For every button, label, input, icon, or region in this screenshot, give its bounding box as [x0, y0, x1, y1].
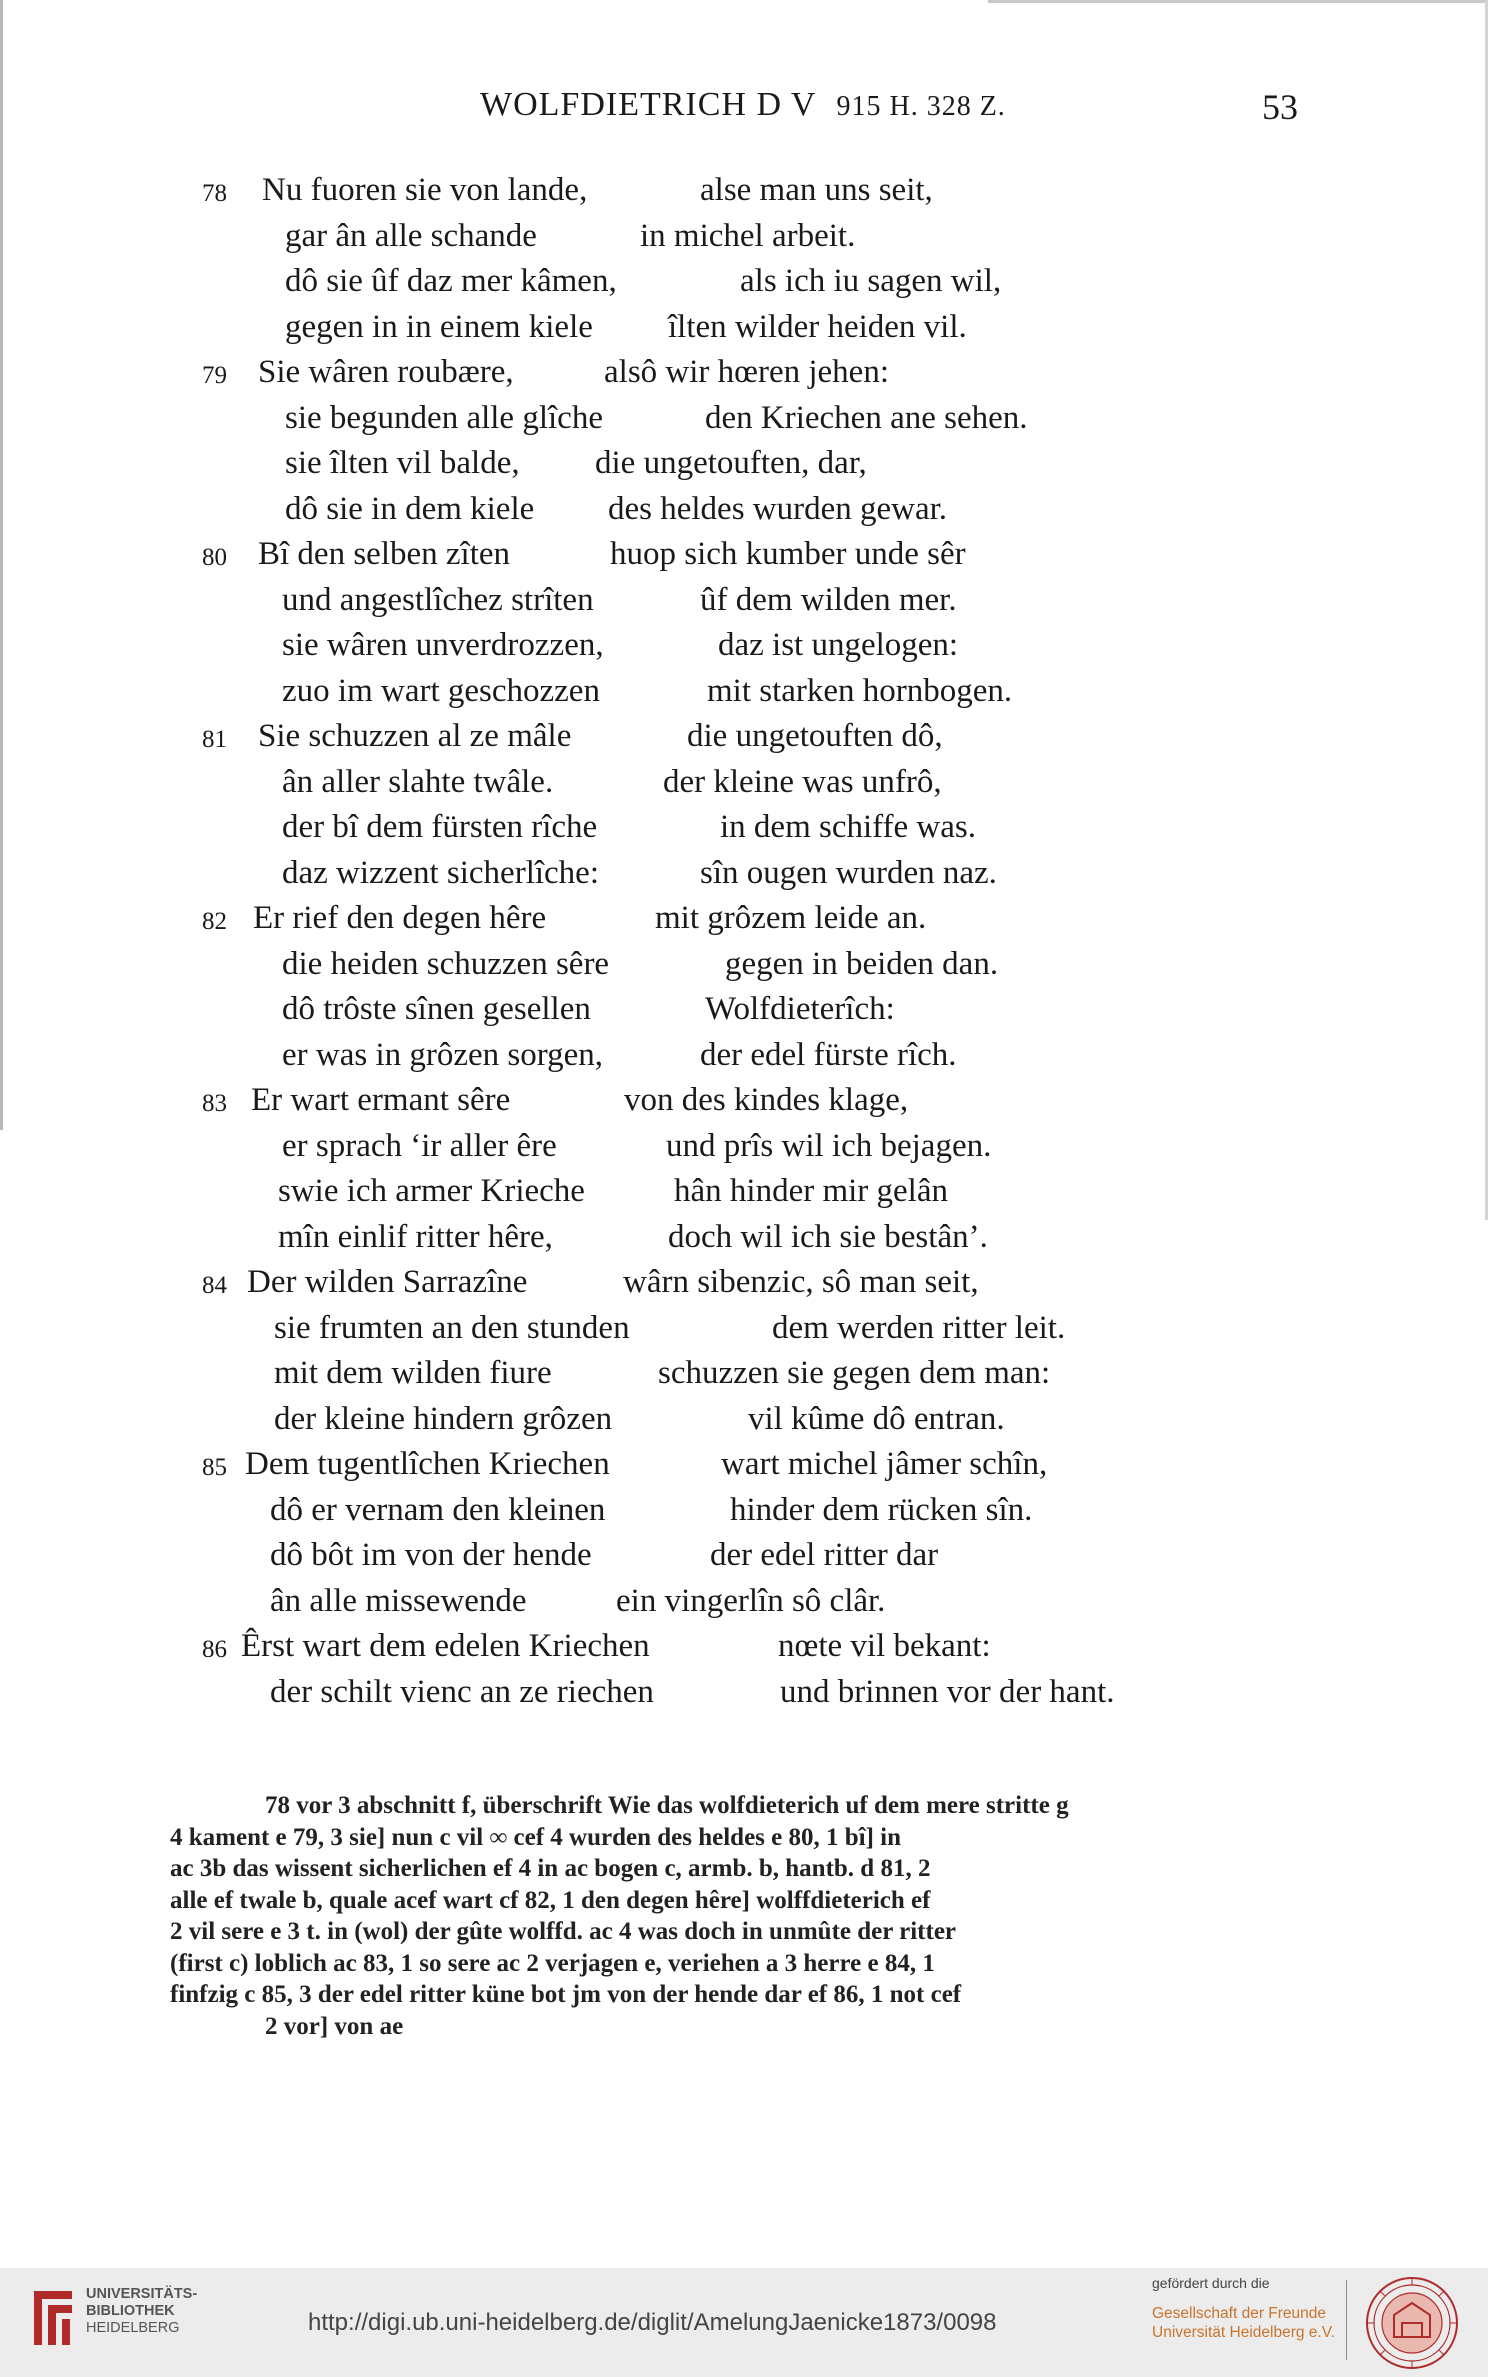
verse-first-half: der schilt vienc an ze riechen: [270, 1673, 654, 1710]
verse-first-half: mit dem wilden fiure: [274, 1355, 552, 1391]
sponsor-label: gefördert durch die: [1152, 2275, 1270, 2291]
verse-line: [0, 627, 1488, 673]
verse-second-half: nœte vil bekant:: [778, 1628, 991, 1664]
verse-first-half: und angestlîchez strîten: [282, 581, 594, 618]
apparatus-line: 78 vor 3 abschnitt f, überschrift Wie das wolfdieterich uf dem mere stritte g: [265, 1792, 1069, 1819]
verse-line: [0, 1173, 1488, 1219]
verse-second-half: den Kriechen ane sehen.: [705, 399, 1028, 436]
verse-line: [0, 1492, 1488, 1538]
apparatus-line: finfzig c 85, 3 der edel ritter küne bot jm von der hende dar ef 86, 1 not cef: [170, 1981, 962, 2008]
verse-line: [0, 218, 1488, 264]
verse-line: [0, 309, 1488, 355]
verse-line: [0, 1401, 1488, 1447]
strophe-number: 79: [202, 362, 227, 389]
library-name-line3: HEIDELBERG: [86, 2320, 180, 2336]
verse-line: [0, 1082, 1488, 1128]
university-library-logo-icon: [30, 2287, 78, 2349]
verse-second-half: vil kûme dô entran.: [748, 1400, 1005, 1437]
verse-line: [0, 172, 1488, 218]
verse-second-half: doch wil ich sie bestân’.: [668, 1218, 988, 1255]
verse-line: [0, 1310, 1488, 1356]
verse-first-half: er was in grôzen sorgen,: [282, 1036, 604, 1073]
verse-first-half: Nu fuoren sie von lande,: [262, 172, 588, 208]
verse-first-half: dô trôste sînen gesellen: [282, 991, 591, 1027]
verse-line: [0, 536, 1488, 582]
strophe-number: 86: [202, 1636, 227, 1663]
verse-first-half: Er rief den degen hêre: [253, 900, 547, 936]
verse-second-half: hân hinder mir gelân: [674, 1173, 948, 1209]
verse-text: [0, 172, 1488, 1719]
strophe-number: 83: [202, 1090, 227, 1117]
verse-first-half: dô sie ûf daz mer kâmen,: [285, 263, 617, 299]
verse-line: [0, 491, 1488, 537]
verse-second-half: mit grôzem leide an.: [655, 900, 927, 936]
verse-line: [0, 582, 1488, 628]
verse-first-half: Sie wâren roubære,: [258, 354, 514, 390]
verse-second-half: die ungetouften dô,: [687, 718, 943, 754]
verse-line: [0, 1628, 1488, 1674]
sponsor-name-line2: Universität Heidelberg e.V.: [1152, 2324, 1335, 2341]
verse-second-half: schuzzen sie gegen dem man:: [658, 1355, 1051, 1391]
verse-first-half: gar ân alle schande: [285, 217, 537, 254]
verse-second-half: in dem schiffe was.: [720, 809, 976, 845]
sponsor-name: [1152, 2304, 1335, 2342]
verse-second-half: und brinnen vor der hant.: [780, 1673, 1115, 1710]
verse-second-half: des heldes wurden gewar.: [608, 490, 948, 527]
verse-first-half: gegen in in einem kiele: [285, 308, 593, 345]
critical-apparatus: [170, 1790, 1280, 2042]
verse-first-half: ân aller slahte twâle.: [282, 763, 554, 800]
verse-second-half: der edel ritter dar: [710, 1537, 939, 1573]
library-name-line2: BIBLIOTHEK: [86, 2303, 175, 2319]
verse-second-half: sîn ougen wurden naz.: [700, 854, 997, 891]
verse-first-half: sie frumten an den stunden: [274, 1309, 630, 1346]
verse-second-half: alse man uns seit,: [700, 172, 933, 208]
verse-first-half: Der wilden Sarrazîne: [247, 1264, 528, 1300]
strophe-number: 81: [202, 726, 227, 753]
verse-first-half: sie îlten vil balde,: [285, 445, 520, 481]
page-edge-top: [988, 0, 1488, 3]
verse-line: [0, 445, 1488, 491]
apparatus-line: 2 vil sere e 3 t. in (wol) der gûte wolffd. ac 4 was doch in unmûte der ritter: [170, 1918, 957, 1945]
verse-second-half: gegen in beiden dan.: [725, 945, 999, 982]
verse-second-half: îlten wilder heiden vil.: [668, 308, 967, 345]
verse-line: [0, 1583, 1488, 1629]
library-name-line1: UNIVERSITÄTS-: [86, 2286, 198, 2302]
verse-first-half: er sprach ‘ir aller êre: [282, 1127, 557, 1164]
verse-line: [0, 1355, 1488, 1401]
verse-second-half: als ich iu sagen wil,: [740, 263, 1002, 299]
verse-line: [0, 354, 1488, 400]
verse-second-half: wârn sibenzic, sô man seit,: [623, 1264, 979, 1300]
verse-first-half: der kleine hindern grôzen: [274, 1400, 613, 1437]
verse-first-half: Er wart ermant sêre: [251, 1082, 511, 1118]
strophe-number: 85: [202, 1454, 227, 1481]
verse-line: [0, 900, 1488, 946]
verse-first-half: sie begunden alle glîche: [285, 399, 603, 436]
verse-first-half: Bî den selben zîten: [258, 536, 511, 572]
verse-second-half: in michel arbeit.: [640, 217, 856, 254]
strophe-number: 82: [202, 908, 227, 935]
verse-first-half: dô bôt im von der hende: [270, 1537, 592, 1573]
verse-line: [0, 1674, 1488, 1720]
apparatus-line: alle ef twale b, quale acef wart cf 82, 1 den degen hêre] wolffdieterich ef: [170, 1886, 931, 1914]
verse-line: [0, 1537, 1488, 1583]
strophe-number: 78: [202, 180, 227, 207]
apparatus-line: (first c) loblich ac 83, 1 so sere ac 2 verjagen e, veriehen a 3 herre e 84, 1: [170, 1949, 935, 1977]
verse-line: [0, 946, 1488, 992]
sponsor-name-line1: Gesellschaft der Freunde: [1152, 2305, 1327, 2322]
verse-line: [0, 1264, 1488, 1310]
verse-first-half: der bî dem fürsten rîche: [282, 809, 598, 845]
verse-first-half: mîn einlif ritter hêre,: [278, 1218, 553, 1255]
verse-first-half: daz wizzent sicherlîche:: [282, 854, 599, 891]
verse-line: [0, 263, 1488, 309]
running-head-ref: 915 H. 328 Z.: [836, 91, 1006, 122]
verse-line: [0, 1446, 1488, 1492]
verse-first-half: Êrst wart dem edelen Kriechen: [241, 1628, 650, 1664]
verse-line: [0, 991, 1488, 1037]
verse-line: [0, 718, 1488, 764]
apparatus-line: 2 vor] von ae: [265, 2012, 404, 2040]
verse-line: [0, 400, 1488, 446]
verse-line: [0, 855, 1488, 901]
verse-first-half: ân alle missewende: [270, 1582, 527, 1619]
apparatus-line: ac 3b das wissent sicherlichen ef 4 in ac bogen c, armb. b, hantb. d 81, 2: [170, 1855, 931, 1882]
verse-second-half: mit starken hornbogen.: [707, 672, 1013, 709]
verse-second-half: huop sich kumber unde sêr: [610, 536, 966, 572]
verse-first-half: sie wâren unverdrozzen,: [282, 627, 604, 663]
verse-line: [0, 809, 1488, 855]
verse-second-half: der kleine was unfrô,: [663, 763, 942, 800]
verse-second-half: und prîs wil ich bejagen.: [666, 1127, 992, 1164]
verse-second-half: der edel fürste rîch.: [700, 1036, 957, 1073]
verse-first-half: zuo im wart geschozzen: [282, 672, 600, 709]
verse-second-half: von des kindes klage,: [624, 1082, 909, 1118]
page-number: 53: [1262, 87, 1298, 127]
verse-second-half: Wolfdieterîch:: [705, 991, 895, 1027]
verse-line: [0, 1219, 1488, 1265]
strophe-number: 80: [202, 544, 227, 571]
verse-first-half: die heiden schuzzen sêre: [282, 945, 610, 982]
verse-second-half: hinder dem rücken sîn.: [730, 1491, 1033, 1528]
verse-first-half: dô sie in dem kiele: [285, 490, 535, 527]
verse-second-half: wart michel jâmer schîn,: [721, 1446, 1048, 1482]
verse-second-half: alsô wir hœren jehen:: [604, 354, 889, 390]
permalink-url[interactable]: http://digi.ub.uni-heidelberg.de/diglit/AmelungJaenicke1873/0098: [308, 2309, 997, 2336]
verse-second-half: dem werden ritter leit.: [772, 1309, 1066, 1346]
verse-first-half: Sie schuzzen al ze mâle: [258, 718, 572, 754]
verse-line: [0, 1037, 1488, 1083]
university-library-name: [86, 2286, 197, 2337]
strophe-number: 84: [202, 1272, 227, 1299]
verse-first-half: swie ich armer Krieche: [278, 1173, 585, 1209]
verse-line: [0, 1128, 1488, 1174]
verse-second-half: daz ist ungelogen:: [718, 627, 959, 663]
verse-second-half: die ungetouften, dar,: [595, 445, 867, 481]
verse-second-half: ûf dem wilden mer.: [700, 581, 957, 618]
university-seal-icon: [1364, 2275, 1460, 2371]
running-head-title: WOLFDIETRICH D V: [480, 86, 817, 123]
apparatus-line: 4 kament e 79, 3 sie] nun c vil ∞ cef 4 wurden des heldes e 80, 1 bî] in: [170, 1823, 902, 1851]
verse-first-half: Dem tugentlîchen Kriechen: [245, 1446, 610, 1482]
verse-second-half: ein vingerlîn sô clâr.: [616, 1582, 886, 1619]
verse-line: [0, 764, 1488, 810]
verse-first-half: dô er vernam den kleinen: [270, 1491, 606, 1528]
verse-line: [0, 673, 1488, 719]
footer-divider: [1346, 2280, 1347, 2360]
running-head: [480, 86, 1006, 124]
